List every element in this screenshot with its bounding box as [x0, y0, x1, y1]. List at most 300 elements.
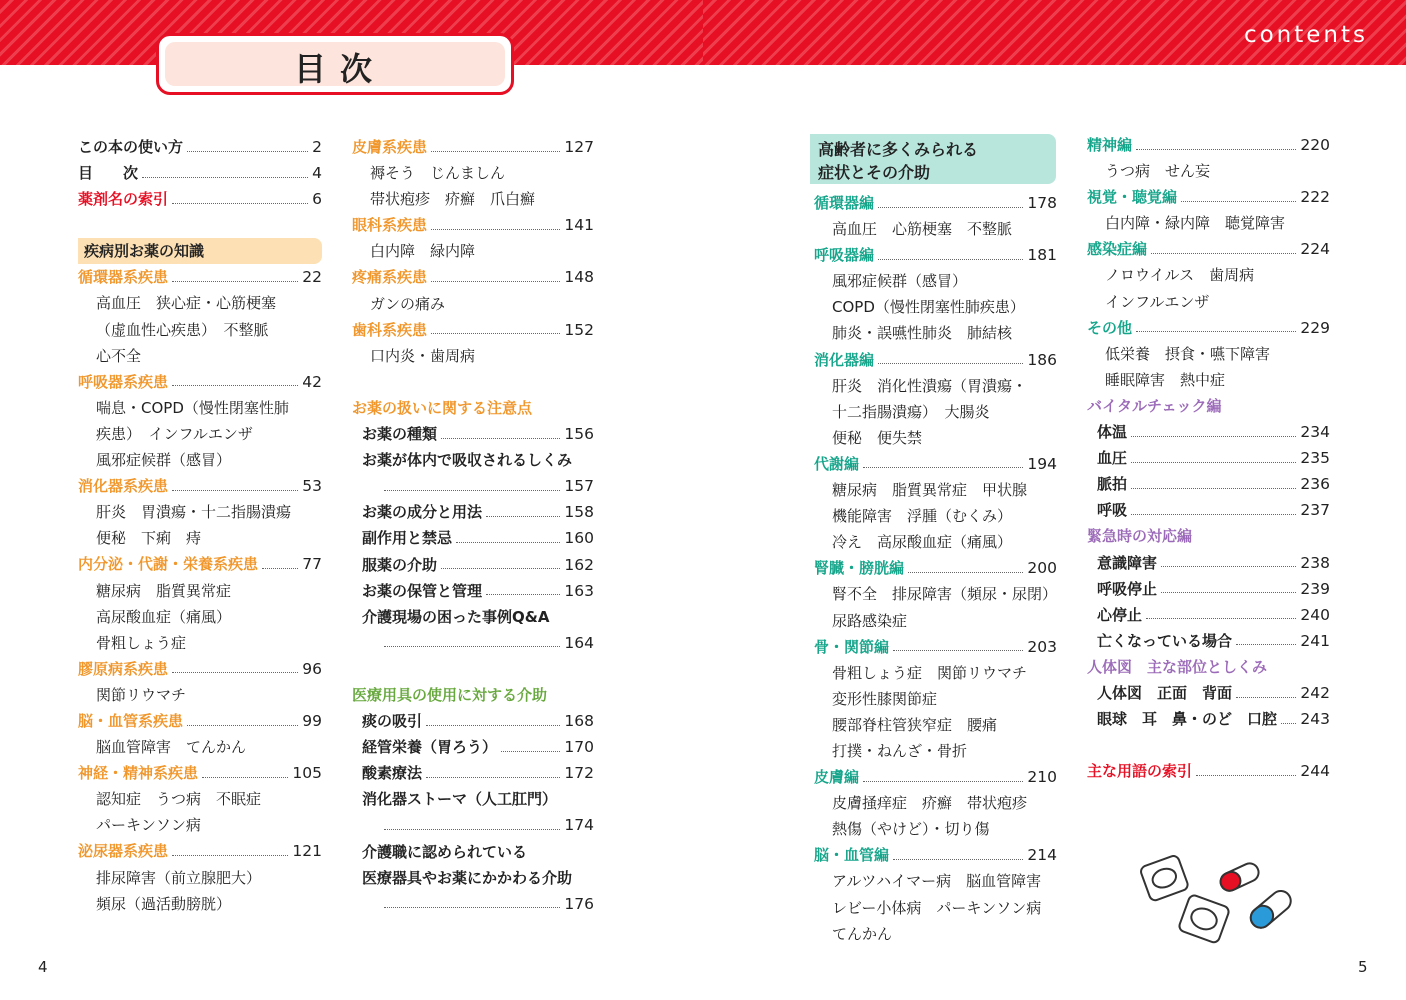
toc-entry-title: 肝炎 消化性潰瘍（胃潰瘍・ [832, 376, 1028, 395]
toc-entry-page: 4 [312, 164, 322, 183]
toc-entry [78, 656, 322, 682]
toc-entry-page: 96 [302, 659, 322, 678]
toc-entry-page: 157 [564, 477, 594, 496]
section-header-line2: 症状とその介助 [818, 163, 931, 182]
toc-entry-page: 224 [1300, 240, 1330, 259]
toc-entry [78, 760, 322, 786]
toc-entry [814, 399, 1057, 425]
section-header-elderly [810, 134, 1056, 184]
leader-dots [426, 725, 560, 726]
leader-dots [486, 516, 560, 517]
toc-entry-title: 冷え 高尿酸血症（痛風） [832, 533, 1013, 552]
toc-entry [814, 268, 1057, 294]
toc-entry [352, 421, 594, 447]
toc-entry [1087, 315, 1330, 341]
toc-entry [1087, 367, 1330, 393]
toc-entry [1087, 497, 1330, 523]
toc-entry-title: 熱傷（やけど）・切り傷 [832, 820, 990, 839]
toc-entry-title: この本の使い方 [78, 138, 184, 156]
toc-entry-page: 152 [564, 320, 594, 339]
toc-entry-page: 200 [1027, 559, 1057, 578]
leader-dots [262, 568, 298, 569]
toc-entry-page: 22 [302, 268, 322, 287]
toc-entry-page: 244 [1300, 762, 1330, 781]
toc-entry-page: 239 [1300, 579, 1330, 598]
page-number-right: 5 [1358, 958, 1368, 976]
toc-entry-title: 緊急時の対応編 [1087, 527, 1193, 546]
toc-entry-title: 糖尿病 脂質異常症 [96, 581, 232, 600]
toc-entry-title: 循環器系疾患 [78, 268, 169, 287]
leader-dots [501, 751, 560, 752]
toc-entry [78, 160, 322, 186]
toc-entry [1087, 654, 1330, 680]
toc-entry [1087, 445, 1330, 471]
toc-entry-title: ガンの痛み [370, 294, 446, 313]
toc-entry-page: 42 [302, 372, 322, 391]
toc-entry-title: 便秘 便失禁 [832, 428, 923, 447]
leader-dots [172, 490, 298, 491]
toc-entry-title: 皮膚編 [814, 768, 860, 787]
leader-dots [426, 777, 560, 778]
toc-entry-title: 打撲・ねんざ・骨折 [832, 741, 968, 760]
toc-entry-title: お薬の保管と管理 [362, 581, 483, 600]
toc-entry [814, 895, 1057, 921]
toc-entry-page: 105 [292, 764, 322, 783]
toc-entry-page: 164 [564, 633, 594, 652]
toc-entry-page: 236 [1300, 475, 1330, 494]
toc-entry-title: 尿路感染症 [832, 611, 908, 630]
toc-entry-title: 肺炎・誤嚥性肺炎 肺結核 [832, 324, 1013, 343]
toc-entry-title: 疾患） インフルエンザ [96, 424, 253, 443]
toc-entry [352, 786, 594, 812]
toc-entry-title: （虚血性心疾患） 不整脈 [96, 320, 269, 339]
leader-dots [441, 568, 560, 569]
toc-entry [352, 447, 594, 473]
toc-entry [1087, 262, 1330, 288]
toc-entry-title: 酸素療法 [362, 764, 423, 783]
toc-entry [1087, 628, 1330, 654]
toc-entry-title: 低栄養 摂食・嚥下障害 [1105, 344, 1271, 363]
toc-entry [352, 343, 594, 369]
toc-entry-title: 循環器編 [814, 194, 875, 212]
toc-entry-page: 243 [1300, 710, 1330, 729]
toc-entry [814, 738, 1057, 764]
toc-entry [78, 447, 322, 473]
toc-entry [78, 630, 322, 656]
toc-entry-title: 主な用語の索引 [1087, 762, 1193, 781]
leader-dots [1161, 566, 1296, 567]
toc-entry-title: 腰部脊柱管狭窄症 腰痛 [832, 715, 998, 734]
toc-entry-title: 疼痛系疾患 [352, 268, 428, 287]
toc-entry-title: 医療器具やお薬にかかわる介助 [362, 868, 573, 887]
toc-entry-title: 頻尿（過活動膀胱） [96, 894, 232, 913]
toc-entry-page: 220 [1300, 136, 1330, 154]
toc-entry [352, 552, 594, 578]
toc-entry [352, 604, 594, 630]
toc-entry-page: 148 [564, 268, 594, 287]
toc-entry [78, 604, 322, 630]
toc-entry [352, 238, 594, 264]
toc-entry [352, 317, 594, 343]
toc-entry-page: 174 [564, 816, 594, 835]
leader-dots [893, 859, 1023, 860]
leader-dots [893, 650, 1023, 651]
toc-entry-page: 160 [564, 529, 594, 548]
toc-entry-title: 内分泌・代謝・栄養系疾患 [78, 555, 259, 574]
toc-entry [1087, 732, 1330, 758]
toc-entry-title: 白内障・緑内障 聴覚障害 [1105, 214, 1286, 233]
toc-entry-page: 210 [1027, 768, 1057, 787]
toc-entry [814, 842, 1057, 868]
toc-entry [814, 477, 1057, 503]
title-box [156, 33, 514, 95]
toc-entry-page: 170 [564, 738, 594, 757]
toc-entry [814, 320, 1057, 346]
leader-dots [142, 177, 308, 178]
toc-entry-title: 眼科系疾患 [352, 216, 428, 235]
toc-entry [78, 682, 322, 708]
leader-dots [1236, 644, 1296, 645]
toc-entry-title: パーキンソン病 [96, 816, 201, 835]
toc-entry-title: 腎不全 排尿障害（頻尿・尿閉） [832, 585, 1058, 604]
leader-dots [1136, 331, 1296, 332]
toc-entry [78, 578, 322, 604]
leader-dots [431, 281, 560, 282]
toc-entry [78, 838, 322, 864]
toc-entry-title: 代謝編 [814, 454, 860, 473]
leader-dots [1161, 592, 1296, 593]
toc-entry-title: 人体図 主な部位としくみ [1087, 657, 1268, 676]
toc-entry [814, 216, 1057, 242]
toc-entry-page: 235 [1300, 449, 1330, 468]
toc-entry-title: 脈拍 [1097, 475, 1128, 494]
toc-entry-title: アルツハイマー病 脳血管障害 [832, 872, 1042, 891]
toc-entry-title: 皮膚掻痒症 疥癬 帯状疱疹 [832, 794, 1028, 813]
toc-column-3 [814, 190, 1057, 947]
toc-entry-page: 158 [564, 503, 594, 522]
toc-entry [1087, 132, 1330, 158]
toc-entry-title: 眼球 耳 鼻・のど 口腔 [1097, 710, 1278, 729]
toc-entry-title: 喘息・COPD（慢性閉塞性肺 [96, 398, 289, 417]
toc-entry-title: 呼吸 [1097, 501, 1128, 520]
leader-dots [486, 594, 560, 595]
toc-entry [78, 186, 322, 212]
toc-entry-page: 53 [302, 477, 322, 496]
toc-entry-page: 2 [312, 138, 322, 156]
toc-entry-title: バイタルチェック編 [1087, 396, 1222, 415]
leader-dots [187, 725, 298, 726]
toc-entry-page: 238 [1300, 553, 1330, 572]
toc-entry [352, 291, 594, 317]
toc-entry-title: 呼吸停止 [1097, 579, 1158, 598]
toc-entry [78, 499, 322, 525]
toc-entry-title: 排尿障害（前立腺肥大） [96, 868, 262, 887]
toc-entry-title: ノロウイルス 歯周病 [1105, 266, 1255, 285]
toc-column-1 [78, 134, 322, 917]
toc-entry [352, 812, 594, 838]
leader-dots [172, 281, 298, 282]
leader-dots [1151, 253, 1296, 254]
toc-entry-page: 99 [302, 711, 322, 730]
toc-entry [1087, 393, 1330, 419]
leader-dots [431, 151, 560, 152]
toc-entry-title: 視覚・聴覚編 [1087, 188, 1178, 207]
toc-entry-title: 呼吸器編 [814, 246, 875, 265]
toc-entry [814, 581, 1057, 607]
toc-entry [814, 686, 1057, 712]
leader-dots [863, 781, 1023, 782]
toc-entry [78, 708, 322, 734]
toc-entry [1087, 758, 1330, 784]
toc-entry-title: 心不全 [96, 346, 142, 365]
toc-entry-title: 消化器系疾患 [78, 477, 169, 496]
toc-entry-title: 膠原病系疾患 [78, 659, 169, 678]
toc-entry-title: 骨粗しょう症 関節リウマチ [832, 663, 1028, 682]
toc-entry [814, 816, 1057, 842]
toc-entry [814, 660, 1057, 686]
toc-entry [78, 134, 322, 160]
toc-entry-title: お薬の扱いに関する注意点 [352, 398, 533, 417]
toc-entry-title: お薬の種類 [362, 425, 438, 444]
toc-entry-page: 242 [1300, 683, 1330, 702]
toc-entry [814, 555, 1057, 581]
toc-entry [352, 760, 594, 786]
toc-entry [78, 395, 322, 421]
toc-entry-title: うつ病 せん妄 [1105, 162, 1211, 181]
toc-entry [78, 812, 322, 838]
toc-entry-title: 精神編 [1087, 136, 1133, 154]
toc-entry-title: 消化器編 [814, 350, 875, 369]
toc-entry-page: 162 [564, 555, 594, 574]
toc-entry [78, 290, 322, 316]
toc-entry-title: 風邪症候群（感冒） [832, 272, 968, 291]
leader-dots [878, 259, 1023, 260]
leader-dots [441, 438, 560, 439]
toc-entry [352, 212, 594, 238]
leader-dots [1281, 723, 1296, 724]
toc-entry-title: 脳・血管系疾患 [78, 711, 184, 730]
toc-entry [814, 764, 1057, 790]
contents-label: contents [1243, 22, 1368, 48]
toc-entry-title: 糖尿病 脂質異常症 甲状腺 [832, 481, 1028, 500]
toc-entry-page: 237 [1300, 501, 1330, 520]
toc-entry-page: 163 [564, 581, 594, 600]
leader-dots [878, 207, 1023, 208]
toc-entry-title: 副作用と禁忌 [362, 529, 453, 548]
toc-entry-page: 234 [1300, 423, 1330, 442]
toc-entry [352, 473, 594, 499]
toc-entry-title: 歯科系疾患 [352, 320, 428, 339]
toc-entry-title: 変形性膝関節症 [832, 689, 938, 708]
toc-entry-page: 77 [302, 555, 322, 574]
toc-entry [352, 708, 594, 734]
toc-entry-title: 皮膚系疾患 [352, 138, 428, 156]
toc-entry-title: 機能障害 浮腫（むくみ） [832, 507, 1013, 526]
toc-entry [814, 921, 1057, 947]
page-number-left: 4 [38, 958, 48, 976]
toc-entry [1087, 602, 1330, 628]
leader-dots [172, 203, 308, 204]
toc-entry [1087, 158, 1330, 184]
toc-entry-title: 医療用具の使用に対する介助 [352, 685, 548, 704]
toc-entry [78, 473, 322, 499]
toc-entry-title: 脳血管障害 てんかん [96, 738, 247, 757]
toc-entry-title: お薬が体内で吸収されるしくみ [362, 451, 573, 470]
toc-entry [814, 190, 1057, 216]
toc-entry-page: 178 [1027, 194, 1057, 212]
toc-entry [78, 317, 322, 343]
toc-entry [78, 734, 322, 760]
toc-entry [78, 865, 322, 891]
leader-dots [456, 542, 560, 543]
toc-entry-page: 229 [1300, 318, 1330, 337]
toc-entry-title: 介護現場の困った事例Q&A [362, 607, 550, 626]
toc-entry-title: 神経・精神系疾患 [78, 764, 199, 783]
toc-entry-title: 関節リウマチ [96, 685, 187, 704]
pills-icon [1135, 850, 1315, 950]
toc-entry [352, 369, 594, 395]
toc-entry [814, 790, 1057, 816]
toc-entry-page: 181 [1027, 246, 1057, 265]
toc-entry-page: 127 [564, 138, 594, 156]
leader-dots [863, 467, 1023, 468]
toc-entry-title: 十二指腸潰瘍） 大腸炎 [832, 402, 990, 421]
toc-entry-page: 176 [564, 894, 594, 913]
leader-dots [908, 572, 1023, 573]
toc-entry-page: 203 [1027, 637, 1057, 656]
leader-dots [1131, 488, 1296, 489]
toc-entry-page: 214 [1027, 846, 1057, 865]
toc-entry-title: 泌尿器系疾患 [78, 842, 169, 861]
toc-entry [1087, 471, 1330, 497]
toc-entry-title: 痰の吸引 [362, 712, 423, 731]
toc-entry-page: 240 [1300, 605, 1330, 624]
toc-column-2 [352, 134, 594, 917]
leader-dots [172, 672, 298, 673]
toc-entry [1087, 576, 1330, 602]
toc-entry [78, 343, 322, 369]
leader-dots [1131, 436, 1296, 437]
toc-entry-title: 脳・血管編 [814, 846, 890, 865]
toc-entry-title: 骨・関節編 [814, 637, 890, 656]
toc-entry [814, 503, 1057, 529]
page-title: 目次 [294, 50, 387, 88]
toc-entry [814, 242, 1057, 268]
toc-entry [352, 630, 594, 656]
toc-entry-page: 172 [564, 764, 594, 783]
toc-entry-title: 呼吸器系疾患 [78, 372, 169, 391]
toc-entry-title: レビー小体病 パーキンソン病 [832, 898, 1042, 917]
toc-entry [78, 369, 322, 395]
toc-entry-title: 白内障 緑内障 [370, 242, 476, 261]
toc-entry [814, 347, 1057, 373]
toc-entry-page: 241 [1300, 631, 1330, 650]
toc-entry-title: 感染症編 [1087, 240, 1148, 259]
toc-entry-title: お薬の成分と用法 [362, 503, 483, 522]
toc-entry [78, 891, 322, 917]
toc-entry-title: 風邪症候群（感冒） [96, 451, 232, 470]
toc-entry [352, 264, 594, 290]
toc-entry-page: 222 [1300, 188, 1330, 207]
toc-entry [814, 712, 1057, 738]
leader-dots [1131, 514, 1296, 515]
toc-entry-title: 服薬の介助 [362, 555, 438, 574]
toc-entry [352, 839, 594, 865]
leader-dots [1136, 149, 1296, 150]
leader-dots [172, 385, 298, 386]
leader-dots [202, 777, 288, 778]
leader-dots [878, 363, 1023, 364]
toc-entry-title: 帯状疱疹 疥癬 爪白癬 [370, 190, 536, 209]
toc-entry-page: 156 [564, 425, 594, 444]
toc-entry-title: てんかん [832, 924, 893, 943]
toc-entry [78, 551, 322, 577]
toc-entry-page: 141 [564, 216, 594, 235]
toc-entry [814, 294, 1057, 320]
toc-entry [814, 451, 1057, 477]
section-header [78, 238, 322, 264]
leader-dots [1146, 618, 1296, 619]
toc-entry [1087, 419, 1330, 445]
toc-entry-title: 人体図 正面 背面 [1097, 683, 1233, 702]
leader-dots [384, 490, 560, 491]
leader-dots [384, 646, 560, 647]
toc-entry-title: 高血圧 心筋梗塞 不整脈 [832, 220, 1013, 239]
toc-entry-title: 睡眠障害 熱中症 [1105, 370, 1226, 389]
toc-entry [814, 868, 1057, 894]
toc-entry [814, 608, 1057, 634]
toc-entry [1087, 236, 1330, 262]
toc-entry [352, 734, 594, 760]
toc-entry-page: 186 [1027, 350, 1057, 369]
toc-entry [814, 373, 1057, 399]
leader-dots [431, 333, 560, 334]
toc-entry [1087, 706, 1330, 732]
leader-dots [384, 907, 560, 908]
toc-entry [814, 529, 1057, 555]
toc-entry-title: 意識障害 [1097, 553, 1158, 572]
leader-dots [187, 151, 308, 152]
toc-entry-title: 腎臓・膀胱編 [814, 559, 905, 578]
toc-entry [1087, 523, 1330, 549]
toc-entry [78, 264, 322, 290]
toc-entry-title: 便秘 下痢 痔 [96, 529, 202, 548]
toc-entry-title: 疾病別お薬の知識 [84, 242, 205, 261]
toc-entry [352, 525, 594, 551]
toc-entry-title: その他 [1087, 318, 1133, 337]
toc-entry-title: 褥そう じんましん [370, 164, 506, 183]
toc-entry [1087, 210, 1330, 236]
toc-entry [352, 499, 594, 525]
toc-entry-page: 6 [312, 190, 322, 209]
toc-entry-page: 121 [292, 842, 322, 861]
toc-entry-title: 介護職に認められている [362, 842, 528, 861]
toc-entry [78, 525, 322, 551]
toc-entry [1087, 341, 1330, 367]
leader-dots [172, 855, 288, 856]
leader-dots [1131, 462, 1296, 463]
leader-dots [431, 229, 560, 230]
toc-column-4 [1087, 132, 1330, 784]
toc-entry [1087, 289, 1330, 315]
section-header-line1: 高齢者に多くみられる [818, 140, 979, 159]
toc-entry-title: 肝炎 胃潰瘍・十二指腸潰瘍 [96, 503, 292, 522]
toc-entry [1087, 184, 1330, 210]
toc-entry [352, 682, 594, 708]
toc-entry [352, 891, 594, 917]
toc-entry-title: 目 次 [78, 164, 139, 183]
toc-entry-title: 亡くなっている場合 [1097, 631, 1233, 650]
